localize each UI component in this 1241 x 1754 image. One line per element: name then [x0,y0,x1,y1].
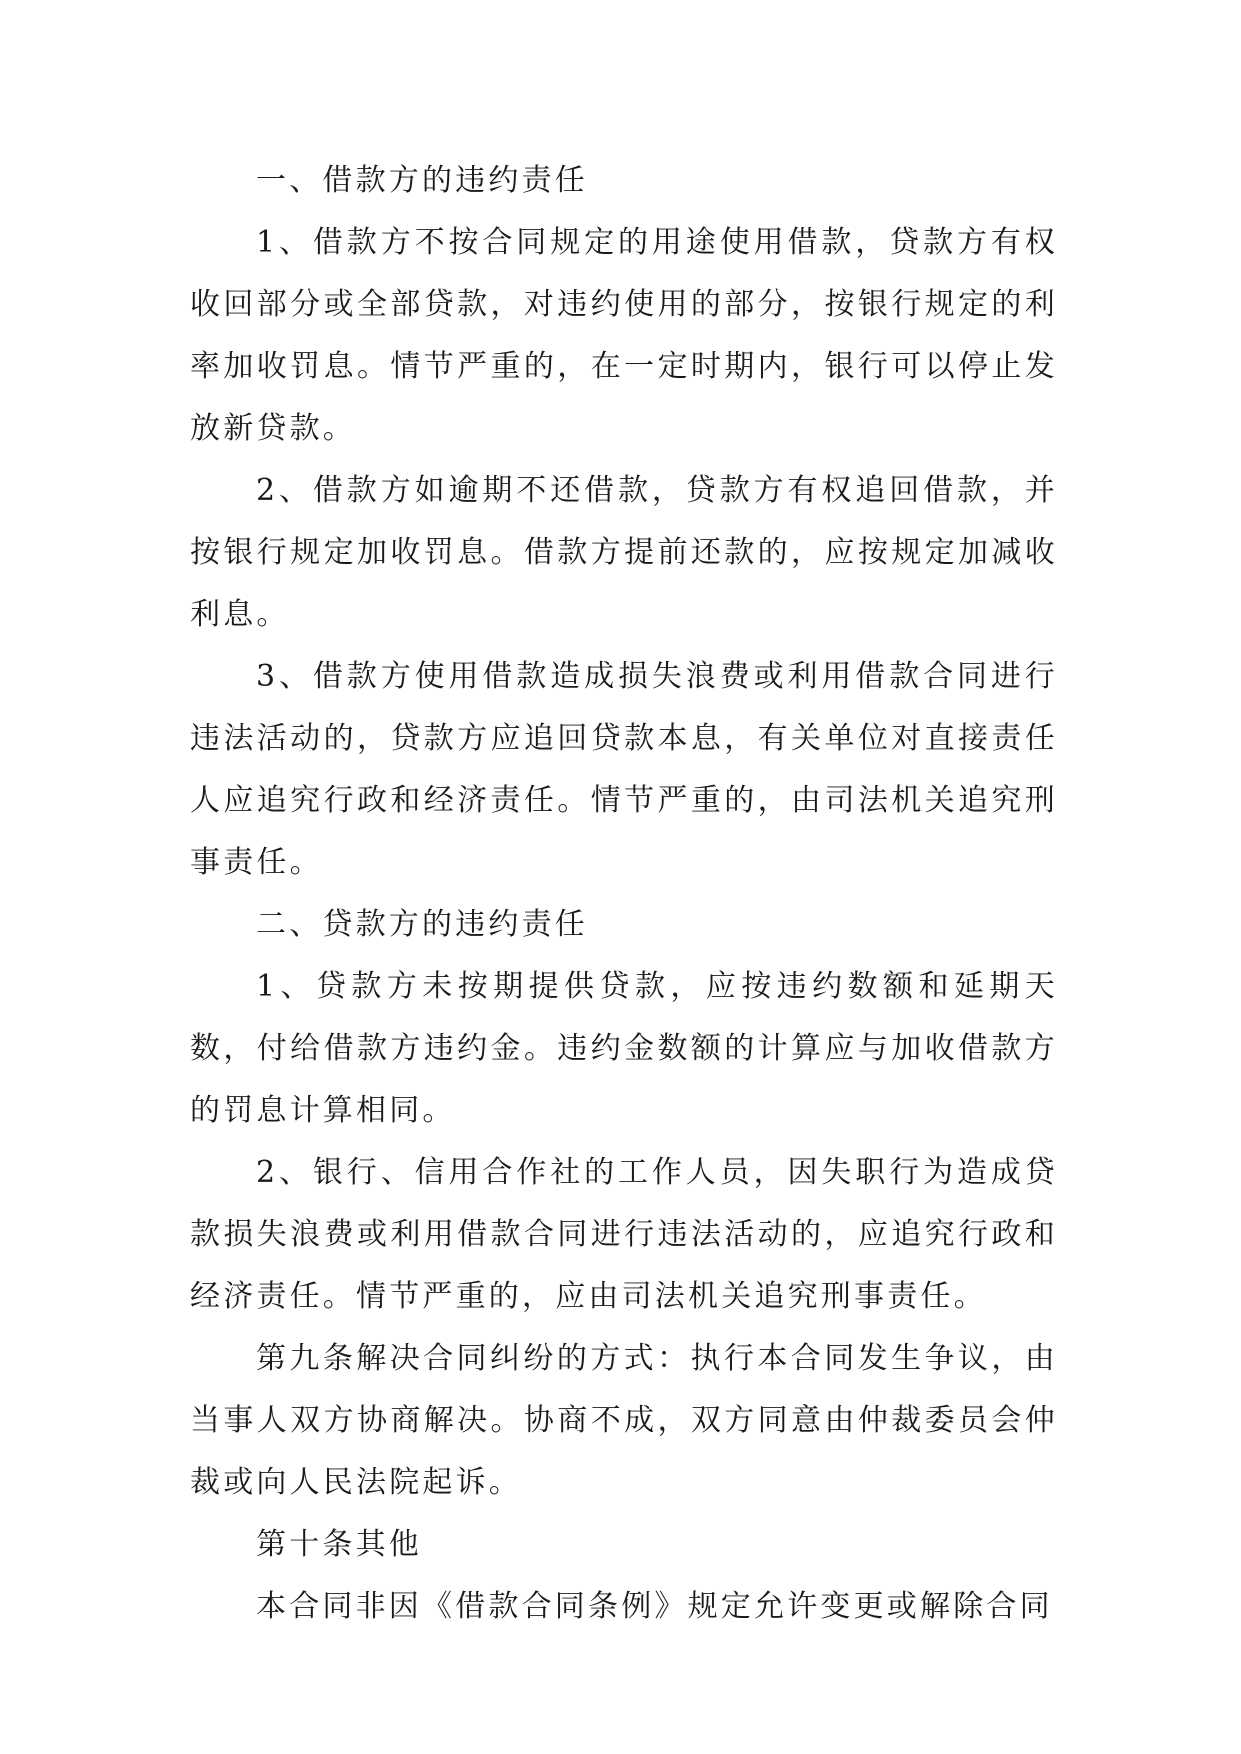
paragraph-article-9-dispute: 第九条解决合同纠纷的方式：执行本合同发生争议，由当事人双方协商解决。协商不成，双方同意由仲裁委员会仲裁或向人民法院起诉。 [190,1341,1058,1500]
section-heading-article-10: 第十条其他 [256,1527,422,1562]
document-body [190,150,1058,1638]
paragraph-borrower-clause-1: 1、借款方不按合同规定的用途使用借款，贷款方有权收回部分或全部贷款，对违约使用的部分，按银行规定的利率加收罚息。情节严重的，在一定时期内，银行可以停止发放新贷款。 [190,225,1058,446]
paragraph-borrower-clause-2: 2、借款方如逾期不还借款，贷款方有权追回借款，并按银行规定加收罚息。借款方提前还款的，应按规定加减收利息。 [190,473,1058,632]
paragraph-borrower-clause-3: 3、借款方使用借款造成损失浪费或利用借款合同进行违法活动的，贷款方应追回贷款本息，有关单位对直接责任人应追究行政和经济责任。情节严重的，由司法机关追究刑事责任。 [190,659,1058,880]
section-heading-borrower-liability: 一、借款方的违约责任 [256,163,588,198]
paragraph-article-10-text: 本合同非因《借款合同条例》规定允许变更或解除合同 [256,1589,1053,1624]
paragraph-lender-clause-2: 2、银行、信用合作社的工作人员，因失职行为造成贷款损失浪费或利用借款合同进行违法活动的，应追究行政和经济责任。情节严重的，应由司法机关追究刑事责任。 [190,1155,1058,1314]
section-heading-lender-liability: 二、贷款方的违约责任 [256,907,588,942]
paragraph-lender-clause-1: 1、贷款方未按期提供贷款，应按违约数额和延期天数，付给借款方违约金。违约金数额的计算应与加收借款方的罚息计算相同。 [190,969,1058,1128]
